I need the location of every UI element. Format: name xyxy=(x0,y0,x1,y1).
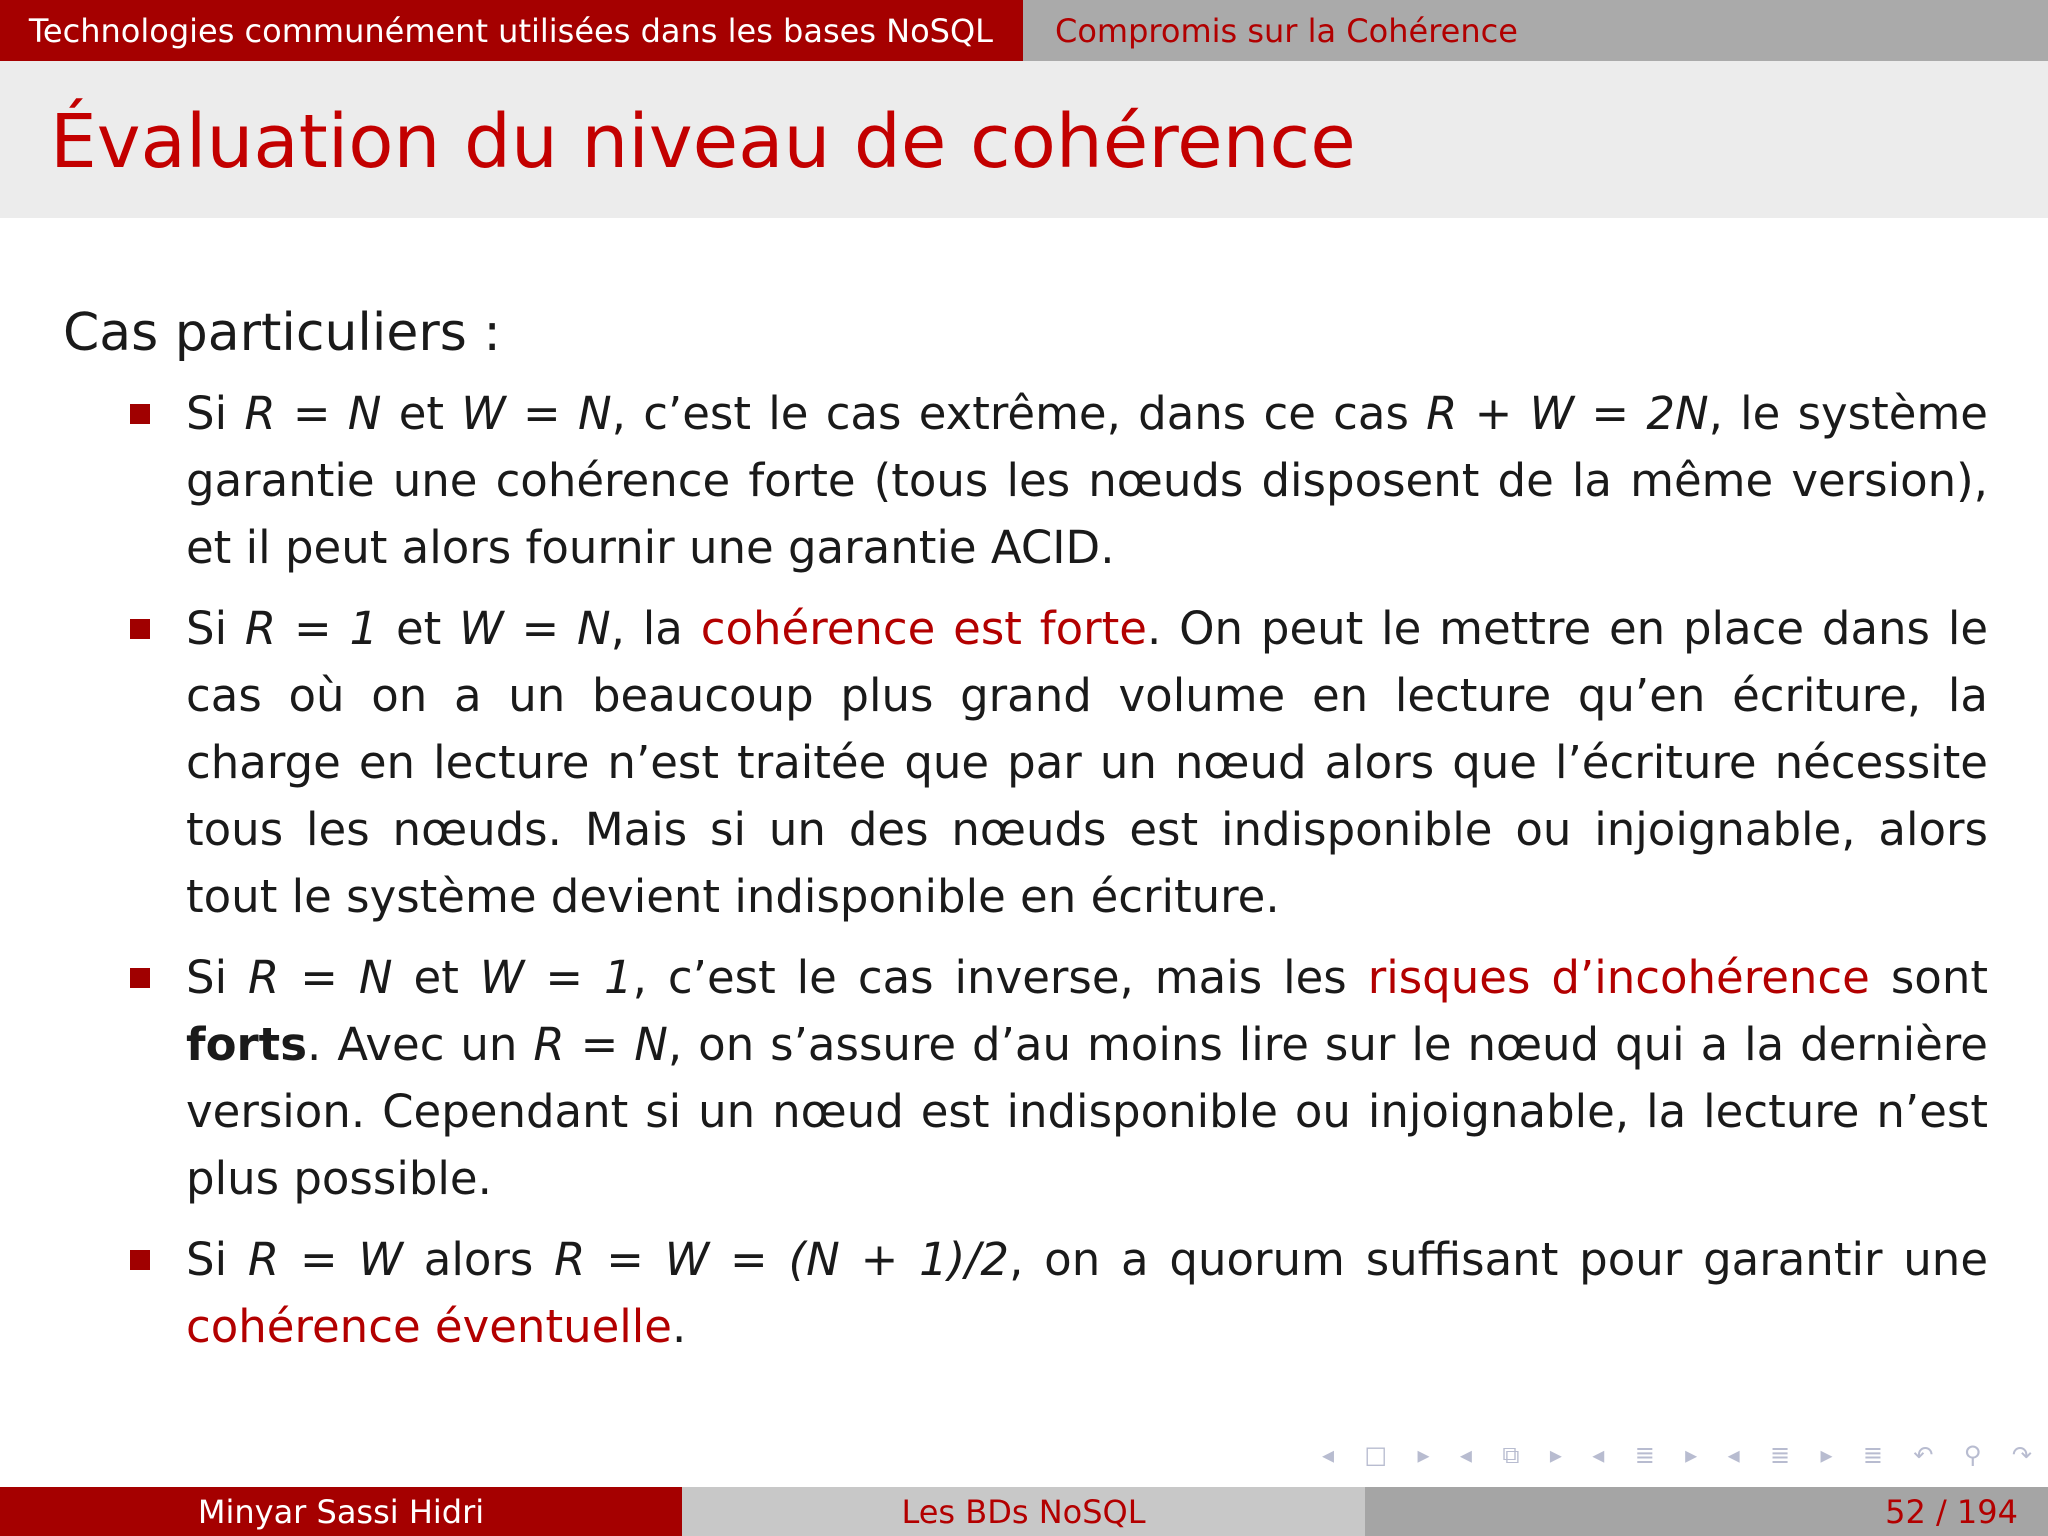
toc-icon[interactable]: ≣ xyxy=(1862,1441,1884,1469)
bullet-text: . On peut le mettre en place dans le cas où on a un beaucoup plus grand volume en lecture qu’en écriture, la charge en lecture n’est traitée que par un nœud alors que l’écriture nécessite tous les nœuds. Mais si un des nœuds est indisponible ou injoignable, alors tout le système devient indisponible en écriture. xyxy=(186,601,1989,923)
prev-frame-icon[interactable]: ◂ xyxy=(1459,1441,1472,1469)
bullet-text: Si xyxy=(186,386,245,440)
bullet-list xyxy=(63,380,1988,1360)
next-slide-icon[interactable]: ▸ xyxy=(1417,1441,1430,1469)
math-expression: R = N xyxy=(244,386,382,440)
prev-slide-icon[interactable]: ◂ xyxy=(1322,1441,1335,1469)
footer-page-number: 52 / 194 xyxy=(1365,1487,2048,1536)
highlighted-term: cohérence est forte xyxy=(700,601,1147,655)
bullet-square-icon xyxy=(130,968,150,988)
frame-icon[interactable]: ⧉ xyxy=(1502,1441,1520,1469)
footer-bar xyxy=(0,1487,2048,1536)
bullet-square-icon xyxy=(130,619,150,639)
math-expression: W = 1 xyxy=(479,950,633,1004)
math-expression: W = N xyxy=(459,601,611,655)
section-icon[interactable]: ≣ xyxy=(1770,1441,1791,1469)
search-icon[interactable]: ⚲ xyxy=(1963,1441,1982,1469)
intro-text: Cas particuliers : xyxy=(63,303,501,363)
prev-subsection-icon[interactable]: ◂ xyxy=(1592,1441,1605,1469)
footer-author: Minyar Sassi Hidri xyxy=(0,1487,682,1536)
frame-title: Évaluation du niveau de cohérence xyxy=(50,99,1356,185)
slide-content xyxy=(63,300,1988,1374)
undo-icon[interactable]: ↶ xyxy=(1913,1441,1934,1469)
highlighted-term: risques d’incohérence xyxy=(1367,950,1870,1004)
bullet-text: , le système garantie une cohérence forte (tous les nœuds disposent de la même version), et il peut alors fournir une garantie ACID. xyxy=(186,386,1988,574)
bullet-item xyxy=(63,1226,1988,1360)
header-nav-bar xyxy=(0,0,2048,61)
bullet-text: . xyxy=(672,1299,687,1353)
nav-subsection-link[interactable] xyxy=(1023,0,2048,61)
next-frame-icon[interactable]: ▸ xyxy=(1549,1441,1562,1469)
math-expression: R = N xyxy=(533,1017,668,1071)
bullet-item xyxy=(63,380,1988,581)
bullet-text: et xyxy=(381,386,462,440)
math-expression: R = N xyxy=(248,950,393,1004)
bullet-item xyxy=(63,944,1988,1212)
bullet-text: Si xyxy=(186,1232,248,1286)
slide-frame-icon[interactable]: □ xyxy=(1364,1441,1388,1469)
math-expression: R = W xyxy=(247,1232,403,1286)
bullet-text: sont xyxy=(1869,950,1988,1004)
next-subsection-icon[interactable]: ▸ xyxy=(1685,1441,1698,1469)
bullet-text: , la xyxy=(610,601,701,655)
footer-title: Les BDs NoSQL xyxy=(682,1487,1365,1536)
highlighted-term: cohérence éventuelle xyxy=(186,1299,672,1353)
math-expression: R = W = (N + 1)/2 xyxy=(554,1232,1010,1286)
bullet-text: , c’est le cas extrême, dans ce cas xyxy=(611,386,1427,440)
subsection-icon[interactable]: ≣ xyxy=(1634,1441,1655,1469)
bullet-text: , on s’assure d’au moins lire sur le nœud qui a la dernière version. Cependant si un nœud est indisponible ou injoignable, la lecture n’est plus possible. xyxy=(186,1017,1988,1205)
bullet-text: et xyxy=(392,950,480,1004)
bullet-text: Si xyxy=(186,601,245,655)
bullet-text: alors xyxy=(402,1232,555,1286)
bullet-text: et xyxy=(378,601,460,655)
bullet-item xyxy=(63,595,1988,930)
bullet-square-icon xyxy=(130,404,150,424)
bullet-text: . Avec un xyxy=(306,1017,534,1071)
beamer-navigation xyxy=(1322,1437,2032,1473)
redo-icon[interactable]: ↷ xyxy=(2011,1441,2032,1469)
frame-title-bar xyxy=(0,61,2048,218)
bullet-text: Si xyxy=(186,950,249,1004)
math-expression: W = N xyxy=(461,386,612,440)
nav-section-link[interactable] xyxy=(0,0,1023,61)
bullet-square-icon xyxy=(130,1250,150,1270)
nav-subsection-label: Compromis sur la Cohérence xyxy=(1055,11,1518,50)
next-section-icon[interactable]: ▸ xyxy=(1820,1441,1833,1469)
nav-section-label: Technologies communément utilisées dans les bases NoSQL xyxy=(28,11,993,50)
math-expression: R + W = 2N xyxy=(1426,386,1709,440)
math-expression: R = 1 xyxy=(244,601,379,655)
bullet-text: , on a quorum suffisant pour garantir une xyxy=(1009,1232,1989,1286)
prev-section-icon[interactable]: ◂ xyxy=(1727,1441,1740,1469)
bullet-text: , c’est le cas inverse, mais les xyxy=(632,950,1368,1004)
bold-term: forts xyxy=(186,1017,307,1071)
